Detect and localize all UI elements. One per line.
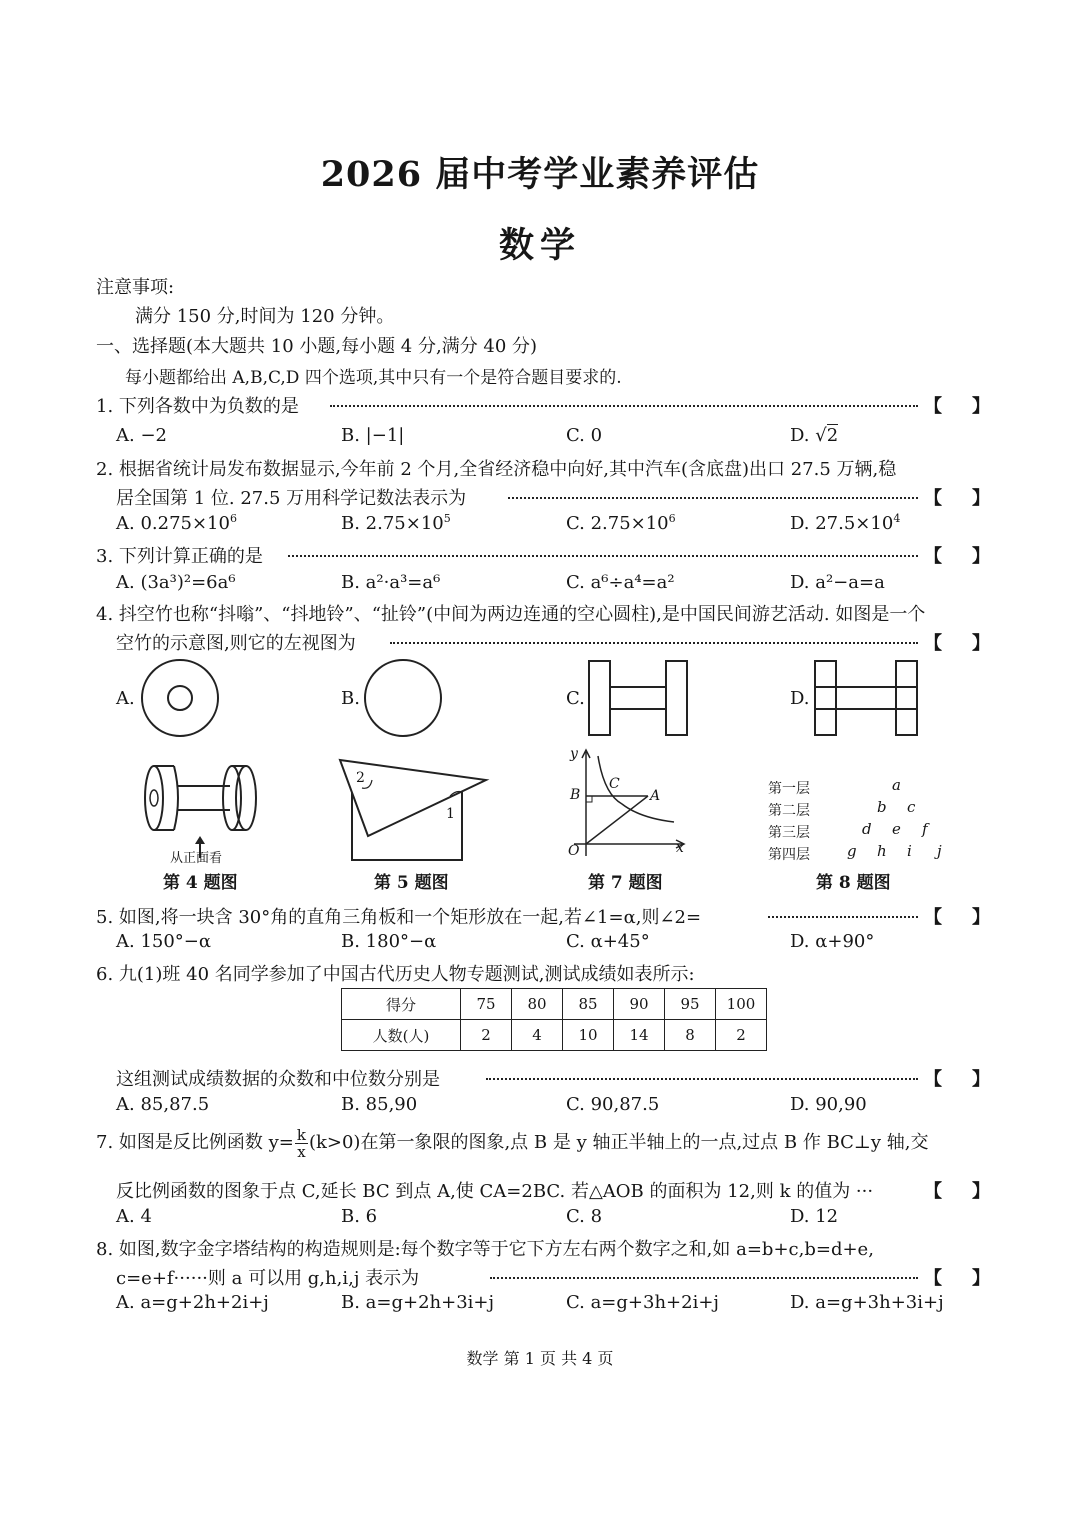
- table-cell: 2: [461, 1020, 512, 1051]
- fig7-o-label: O: [568, 843, 580, 859]
- q4-option-c-figure: [588, 660, 688, 736]
- fig7-y-label: y: [570, 746, 578, 762]
- q4-option-a-figure: [140, 658, 220, 738]
- answer-bracket-close: 】: [972, 1069, 990, 1090]
- q1-option-b: B. |−1|: [341, 425, 405, 446]
- q8-option-d: D. a=g+3h+3i+j: [790, 1292, 944, 1313]
- q2-option-a: [116, 512, 237, 534]
- table-cell: 100: [716, 989, 767, 1020]
- table-cell: 75: [461, 989, 512, 1020]
- answer-bracket-open: 【: [924, 488, 942, 509]
- fig7-c-label: C: [609, 776, 620, 792]
- leader-dots: [508, 497, 918, 499]
- answer-bracket-open: 【: [924, 633, 942, 654]
- pyramid-value: j: [937, 842, 942, 860]
- pyramid-value: h: [877, 842, 887, 860]
- pyramid-row-label: 第二层: [768, 803, 810, 819]
- notice-line: 满分 150 分,时间为 120 分钟。: [135, 306, 395, 327]
- pyramid-value: d: [862, 820, 872, 838]
- fig7-a-label: A: [650, 788, 661, 804]
- table-cell: 85: [563, 989, 614, 1020]
- table-row: [342, 989, 767, 1020]
- q4-option-a: A.: [116, 688, 135, 709]
- q2-option-d: [790, 512, 900, 534]
- q7-text-part2: (k>0)在第一象限的图象,点 B 是 y 轴正半轴上的一点,过点 B 作 BC⊥y 轴,交: [308, 1132, 929, 1153]
- q4-text-line1: 4. 抖空竹也称“抖嗡”、“抖地铃”、“扯铃”(中间为两边连通的空心圆柱),是中国民间游艺活动. 如图是一个: [96, 604, 926, 625]
- q1-option-d-radicand: 2: [826, 425, 839, 446]
- table-header-cell: 人数(人): [342, 1020, 461, 1051]
- answer-bracket-close: 】: [972, 1268, 990, 1289]
- q7-option-c: C. 8: [566, 1206, 603, 1227]
- exam-title: 2026 届中考学业素养评估: [320, 154, 760, 195]
- q8-text-line1: 8. 如图,数字金字塔结构的构造规则是:每个数字等于它下方左右两个数字之和,如 a=b+c,b=d+e,: [96, 1239, 874, 1260]
- answer-bracket-close: 】: [972, 488, 990, 509]
- q1-option-c: C. 0: [566, 425, 603, 446]
- q6-text: 6. 九(1)班 40 名同学参加了中国古代历史人物专题测试,测试成绩如表所示:: [96, 964, 695, 985]
- q8-text-line2: c=e+f······则 a 可以用 g,h,i,j 表示为: [116, 1268, 420, 1289]
- q2-option-d-exp: 4: [893, 512, 901, 525]
- fig5-angle2-label: 2: [356, 770, 365, 786]
- q2-option-c-base: C. 2.75×10: [566, 513, 669, 534]
- q7-text-part1: 7. 如图是反比例函数 y=: [96, 1132, 294, 1153]
- answer-bracket-open: 【: [924, 396, 942, 417]
- table-row: [342, 1020, 767, 1051]
- q5-option-b: B. 180°−α: [341, 931, 437, 952]
- pyramid-value: i: [907, 842, 912, 860]
- leader-dots: [390, 642, 918, 644]
- q5-text: 5. 如图,将一块含 30°角的直角三角板和一个矩形放在一起,若∠1=α,则∠2=: [96, 907, 702, 928]
- leader-dots: [288, 555, 918, 557]
- q2-option-c-exp: 6: [668, 512, 676, 525]
- q3-option-c: C. a⁶÷a⁴=a²: [566, 572, 675, 593]
- table-cell: 95: [665, 989, 716, 1020]
- q3-option-d: D. a²−a=a: [790, 572, 885, 593]
- inverse-function-figure: [570, 748, 690, 860]
- section-instruction: 每小题都给出 A,B,C,D 四个选项,其中只有一个是符合题目要求的.: [125, 368, 622, 388]
- q4-option-b: B.: [341, 688, 360, 709]
- answer-bracket-close: 】: [972, 907, 990, 928]
- pyramid-value: g: [847, 842, 857, 860]
- table-cell: 2: [716, 1020, 767, 1051]
- fig4-view-label: 从正面看: [170, 851, 223, 866]
- q5-option-a: A. 150°−α: [116, 931, 212, 952]
- table-cell: 14: [614, 1020, 665, 1051]
- fig8-caption: 第 8 题图: [816, 873, 891, 893]
- answer-bracket-close: 】: [972, 1181, 990, 1202]
- q6-option-d: D. 90,90: [790, 1094, 867, 1115]
- answer-bracket-close: 】: [972, 396, 990, 417]
- q7-text-line2: 反比例函数的图象于点 C,延长 BC 到点 A,使 CA=2BC. 若△AOB 的面积为 12,则 k 的值为 ···: [116, 1181, 874, 1202]
- q1-text: 1. 下列各数中为负数的是: [96, 396, 299, 417]
- answer-bracket-close: 】: [972, 546, 990, 567]
- q7-option-b: B. 6: [341, 1206, 378, 1227]
- q4-text-line2: 空竹的示意图,则它的左视图为: [116, 633, 356, 654]
- fraction: [295, 1127, 308, 1160]
- answer-bracket-open: 【: [924, 1069, 942, 1090]
- fig4-caption: 第 4 题图: [163, 873, 238, 893]
- pyramid-value: f: [922, 820, 928, 838]
- table-cell: 90: [614, 989, 665, 1020]
- pyramid-value: c: [907, 798, 916, 816]
- q6-option-b: B. 85,90: [341, 1094, 418, 1115]
- pyramid-row-label: 第三层: [768, 825, 810, 841]
- subject-title: 数学: [498, 225, 581, 266]
- leader-dots: [490, 1277, 918, 1279]
- page-footer: 数学 第 1 页 共 4 页: [466, 1349, 614, 1368]
- q1-option-d-prefix: D.: [790, 425, 816, 446]
- table-cell: 4: [512, 1020, 563, 1051]
- q2-option-a-base: A. 0.275×10: [116, 513, 230, 534]
- q8-option-b: B. a=g+2h+3i+j: [341, 1292, 495, 1313]
- notice-heading: 注意事项:: [96, 277, 175, 298]
- q2-option-b-base: B. 2.75×10: [341, 513, 444, 534]
- fig7-x-label: x: [676, 840, 684, 856]
- q5-option-d: D. α+90°: [790, 931, 875, 952]
- leader-dots: [330, 405, 918, 407]
- leader-dots: [486, 1078, 918, 1080]
- q2-option-c: [566, 512, 676, 534]
- q4-option-d-figure: [814, 660, 918, 736]
- q5-option-c: C. α+45°: [566, 931, 650, 952]
- q4-option-d: D.: [790, 688, 810, 709]
- pyramid-row-label: 第四层: [768, 847, 810, 863]
- section-heading: 一、选择题(本大题共 10 小题,每小题 4 分,满分 40 分): [96, 336, 538, 357]
- fig5-angle1-label: 1: [446, 806, 455, 822]
- pyramid-value: b: [877, 798, 887, 816]
- answer-bracket-open: 【: [924, 1268, 942, 1289]
- q2-option-d-base: D. 27.5×10: [790, 513, 894, 534]
- fraction-denominator: x: [297, 1142, 306, 1161]
- q2-text-line1: 2. 根据省统计局发布数据显示,今年前 2 个月,全省经济稳中向好,其中汽车(含底盘)出口 27.5 万辆,稳: [96, 459, 897, 480]
- pyramid-value: a: [892, 776, 901, 794]
- table-cell: 8: [665, 1020, 716, 1051]
- q2-option-a-exp: 6: [229, 512, 237, 525]
- table-header-cell: 得分: [342, 989, 461, 1020]
- q7-text-line1: [96, 1123, 928, 1163]
- table-cell: 10: [563, 1020, 614, 1051]
- fraction-numerator: k: [296, 1125, 306, 1144]
- answer-bracket-open: 【: [924, 1181, 942, 1202]
- q3-option-b: B. a²·a³=a⁶: [341, 572, 441, 593]
- leader-dots: [768, 916, 918, 918]
- q4-option-c: C.: [566, 688, 585, 709]
- pyramid-row-label: 第一层: [768, 781, 810, 797]
- q7-option-d: D. 12: [790, 1206, 839, 1227]
- score-table: [341, 988, 767, 1051]
- answer-bracket-open: 【: [924, 546, 942, 567]
- fig5-caption: 第 5 题图: [374, 873, 449, 893]
- q8-option-a: A. a=g+2h+2i+j: [116, 1292, 269, 1313]
- q1-option-a: A. −2: [116, 425, 167, 446]
- q7-option-a: A. 4: [116, 1206, 152, 1227]
- q6-option-c: C. 90,87.5: [566, 1094, 660, 1115]
- q1-option-d: [790, 425, 838, 446]
- q3-option-a: A. (3a³)²=6a⁶: [116, 572, 236, 593]
- answer-bracket-close: 】: [972, 633, 990, 654]
- q2-option-b: [341, 512, 451, 534]
- q6-option-a: A. 85,87.5: [116, 1094, 210, 1115]
- q8-option-c: C. a=g+3h+2i+j: [566, 1292, 719, 1313]
- q3-text: 3. 下列计算正确的是: [96, 546, 263, 567]
- q4-option-b-figure: [363, 658, 443, 738]
- q2-option-b-exp: 5: [443, 512, 451, 525]
- pyramid-value: e: [892, 820, 901, 838]
- q2-text-line2: 居全国第 1 位. 27.5 万用科学记数法表示为: [116, 488, 467, 509]
- fig7-caption: 第 7 题图: [588, 873, 663, 893]
- q6-question: 这组测试成绩数据的众数和中位数分别是: [116, 1069, 440, 1090]
- sqrt-sign: √: [815, 425, 827, 446]
- table-cell: 80: [512, 989, 563, 1020]
- answer-bracket-open: 【: [924, 907, 942, 928]
- fig7-b-label: B: [570, 787, 581, 803]
